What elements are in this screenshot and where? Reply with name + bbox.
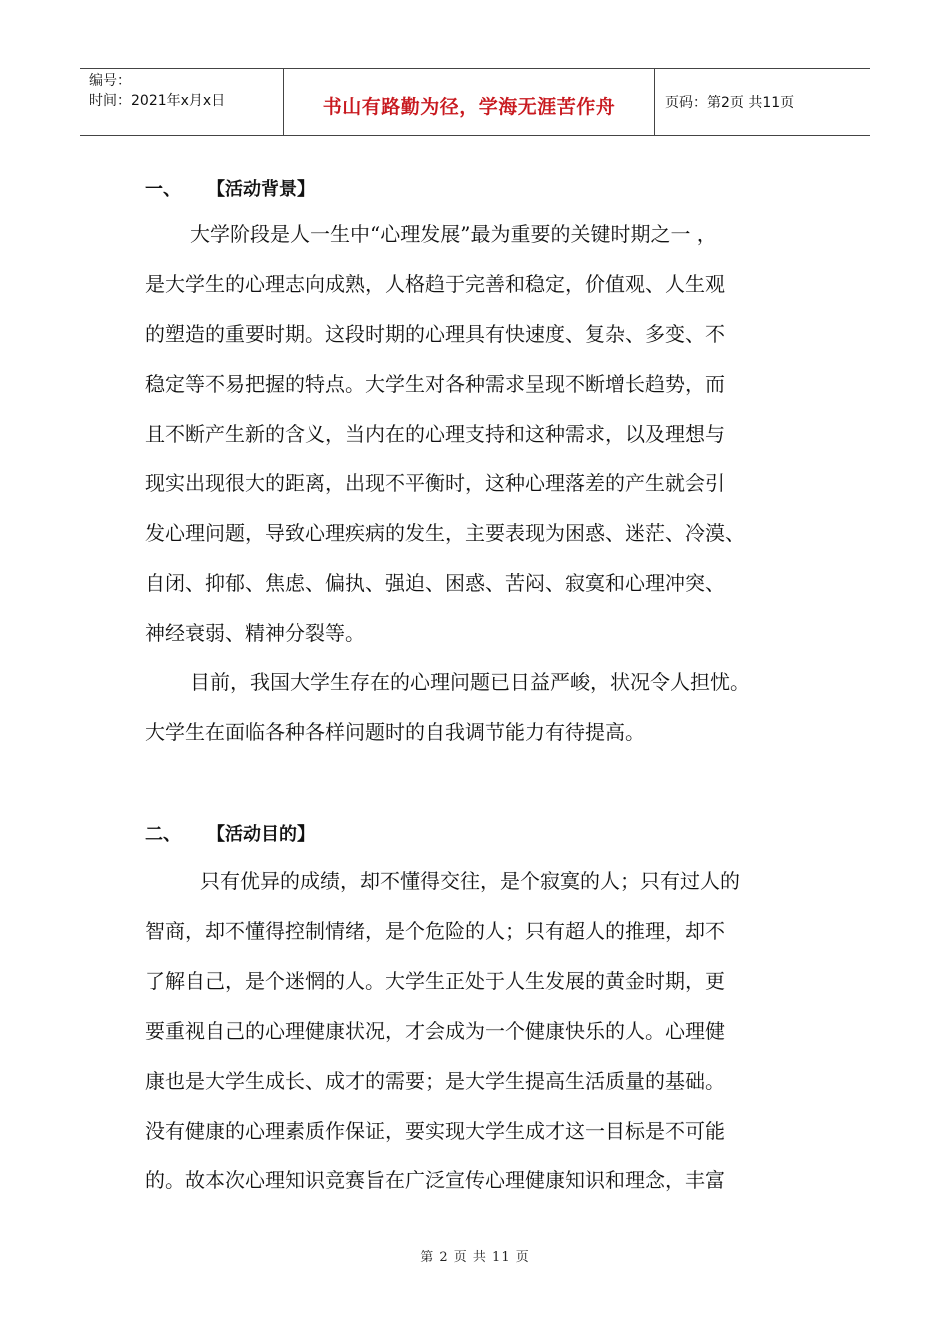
document-header xyxy=(80,68,870,136)
paragraph-line: 是大学生的心理志向成熟，人格趋于完善和稳定，价值观、人生观 xyxy=(145,272,725,296)
paragraph-line: 稳定等不易把握的特点。大学生对各种需求呈现不断增长趋势，而 xyxy=(145,372,725,396)
paragraph-line: 大学阶段是人一生中“心理发展”最为重要的关键时期之一 ， xyxy=(190,222,717,246)
header-motto: 书山有路勤为径，学海无涯苦作舟 xyxy=(322,95,616,118)
paragraph-line: 且不断产生新的含义，当内在的心理支持和这种需求，以及理想与 xyxy=(145,422,725,446)
paragraph-line: 要重视自己的心理健康状况，才会成为一个健康快乐的人。心理健 xyxy=(145,1019,725,1043)
document-time-label: 时间：2021年x月x日 xyxy=(89,93,226,109)
header-page-info: 页码：第2页 共11页 xyxy=(665,95,795,111)
header-page-cell xyxy=(655,69,870,135)
document-number-label: 编号： xyxy=(89,73,131,89)
paragraph-line: 现实出现很大的距离，出现不平衡时，这种心理落差的产生就会引 xyxy=(145,471,725,495)
page-footer xyxy=(0,1246,950,1265)
paragraph-line: 没有健康的心理素质作保证，要实现大学生成才这一目标是不可能 xyxy=(145,1119,725,1143)
section-heading-purpose xyxy=(145,820,315,846)
section-number: 二、 xyxy=(145,824,181,845)
paragraph-line: 的。故本次心理知识竞赛旨在广泛宣传心理健康知识和理念，丰富 xyxy=(145,1168,725,1192)
header-meta-cell xyxy=(80,69,283,135)
section-heading-background xyxy=(145,175,315,201)
paragraph-line: 康也是大学生成长、成才的需要；是大学生提高生活质量的基础。 xyxy=(145,1069,725,1093)
paragraph-line: 只有优异的成绩，却不懂得交往，是个寂寞的人；只有过人的 xyxy=(200,869,740,893)
paragraph-line: 大学生在面临各种各样问题时的自我调节能力有待提高。 xyxy=(145,720,645,744)
footer-page-number: 第 2 页 共 11 页 xyxy=(420,1250,530,1265)
paragraph-line: 智商，却不懂得控制情绪，是个危险的人；只有超人的推理，却不 xyxy=(145,919,725,943)
section-title: 【活动目的】 xyxy=(207,824,315,845)
paragraph-line: 自闭、抑郁、焦虑、偏执、强迫、困惑、苦闷、寂寞和心理冲突、 xyxy=(145,571,725,595)
paragraph-line: 的塑造的重要时期。这段时期的心理具有快速度、复杂、多变、不 xyxy=(145,322,725,346)
section-number: 一、 xyxy=(145,179,181,200)
paragraph-line: 神经衰弱、精神分裂等。 xyxy=(145,621,365,645)
section-title: 【活动背景】 xyxy=(207,179,315,200)
paragraph-line: 目前，我国大学生存在的心理问题已日益严峻，状况令人担忧。 xyxy=(190,670,750,694)
paragraph-line: 发心理问题，导致心理疾病的发生，主要表现为困惑、迷茫、冷漠、 xyxy=(145,521,745,545)
paragraph-line: 了解自己，是个迷惘的人。大学生正处于人生发展的黄金时期，更 xyxy=(145,969,725,993)
header-motto-cell xyxy=(283,69,655,135)
